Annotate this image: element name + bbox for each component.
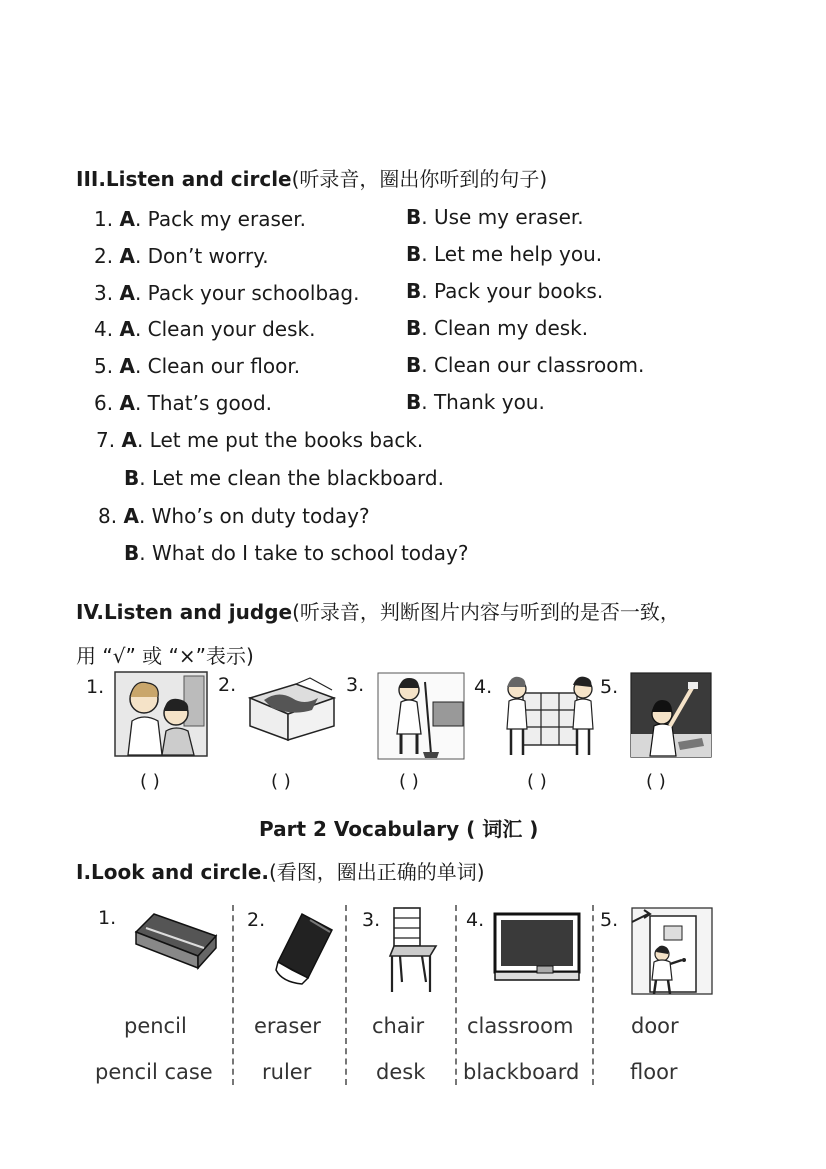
list-item: 6. A. That’s good. xyxy=(94,391,273,415)
chair-icon xyxy=(386,904,444,994)
section4-heading xyxy=(76,596,680,625)
section1-title: I.Look and circle. xyxy=(76,860,269,884)
answer-paren[interactable]: ( ) xyxy=(399,771,419,792)
answer-paren[interactable]: ( ) xyxy=(527,771,547,792)
word-option[interactable]: blackboard xyxy=(463,1060,580,1084)
students-shelf-picture-icon xyxy=(503,671,597,761)
picture-number: 1. xyxy=(86,676,105,698)
list-item: 2. A. Don’t worry. xyxy=(94,244,269,268)
girl-blackboard-picture-icon xyxy=(630,672,712,758)
list-item: B. Clean my desk. xyxy=(406,316,589,340)
vocab-number: 5. xyxy=(600,909,619,931)
list-item: B. Let me clean the blackboard. xyxy=(124,466,444,490)
section3-cn: (听录音，圈出你听到的句子) xyxy=(291,167,548,191)
part2-cn: ( 词汇 ) xyxy=(466,817,539,841)
list-item: 1. A. Pack my eraser. xyxy=(94,207,306,231)
door-icon xyxy=(624,906,716,996)
list-item: 4. A. Clean your desk. xyxy=(94,317,316,341)
column-divider xyxy=(345,905,347,1085)
answer-paren[interactable]: ( ) xyxy=(140,771,160,792)
word-option[interactable]: classroom xyxy=(467,1014,574,1038)
list-item: B. Use my eraser. xyxy=(406,205,584,229)
answer-paren[interactable]: ( ) xyxy=(271,771,291,792)
list-item: B. Pack your books. xyxy=(406,279,604,303)
column-divider xyxy=(592,905,594,1085)
picture-number: 3. xyxy=(346,674,365,696)
section3-title: III.Listen and circle xyxy=(76,167,292,191)
part2-heading xyxy=(259,813,538,842)
blackboard-icon xyxy=(493,912,581,984)
section1-heading xyxy=(76,856,485,885)
word-option[interactable]: ruler xyxy=(262,1060,312,1084)
picture-number: 4. xyxy=(474,676,493,698)
section4-title: IV.Listen and judge xyxy=(76,600,293,624)
list-item: B. Let me help you. xyxy=(406,242,603,266)
section4-cn2: 用 “√” 或 “×”表示) xyxy=(76,644,254,668)
section4-heading-line2 xyxy=(76,640,254,669)
list-item: 3. A. Pack your schoolbag. xyxy=(94,281,360,305)
girl-boy-picture-icon xyxy=(114,671,208,757)
pencil-case-icon xyxy=(128,906,220,972)
word-option[interactable]: pencil xyxy=(124,1014,187,1038)
list-item: 8. A. Who’s on duty today? xyxy=(98,504,370,528)
picture-number: 2. xyxy=(218,674,237,696)
eraser-icon xyxy=(272,908,340,988)
list-item: B. Clean our classroom. xyxy=(406,353,645,377)
list-item: B. What do I take to school today? xyxy=(124,541,469,565)
section4-cn1: (听录音，判断图片内容与听到的是否一致， xyxy=(292,600,680,624)
section1-cn: (看图，圈出正确的单词) xyxy=(269,860,485,884)
section3-heading xyxy=(76,163,547,192)
list-item: B. Thank you. xyxy=(406,390,545,414)
word-option[interactable]: desk xyxy=(376,1060,426,1084)
column-divider xyxy=(455,905,457,1085)
schoolbag-box-picture-icon xyxy=(244,676,338,742)
word-option[interactable]: eraser xyxy=(254,1014,321,1038)
vocab-number: 1. xyxy=(98,907,117,929)
word-option[interactable]: door xyxy=(631,1014,679,1038)
word-option[interactable]: floor xyxy=(630,1060,678,1084)
word-option[interactable]: pencil case xyxy=(95,1060,213,1084)
word-option[interactable]: chair xyxy=(372,1014,425,1038)
list-item: 5. A. Clean our floor. xyxy=(94,354,301,378)
vocab-number: 2. xyxy=(247,909,266,931)
list-item: 7. A. Let me put the books back. xyxy=(96,428,424,452)
answer-paren[interactable]: ( ) xyxy=(646,771,666,792)
picture-number: 5. xyxy=(600,676,619,698)
vocab-number: 3. xyxy=(362,909,381,931)
part2-title: Part 2 Vocabulary xyxy=(259,817,460,841)
boy-sweeping-picture-icon xyxy=(377,672,465,760)
column-divider xyxy=(232,905,234,1085)
vocab-number: 4. xyxy=(466,909,485,931)
